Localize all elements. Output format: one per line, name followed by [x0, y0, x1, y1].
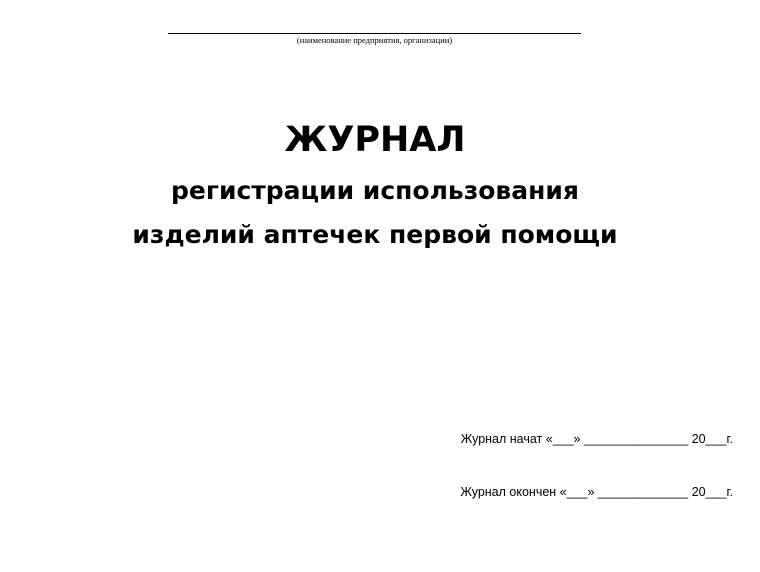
journal-ended-date: Журнал окончен «___» _____________ 20___г.	[460, 485, 733, 499]
journal-subtitle-line-2: изделий аптечек первой помощи	[132, 220, 618, 249]
journal-started-date: Журнал начат «___» _______________ 20___г.	[460, 432, 733, 446]
journal-title: ЖУРНАЛ	[284, 120, 466, 160]
journal-subtitle-line-1: регистрации использования	[171, 176, 579, 205]
organization-caption: (наименование предприятия, организации)	[296, 35, 453, 45]
organization-name-line	[168, 33, 581, 34]
